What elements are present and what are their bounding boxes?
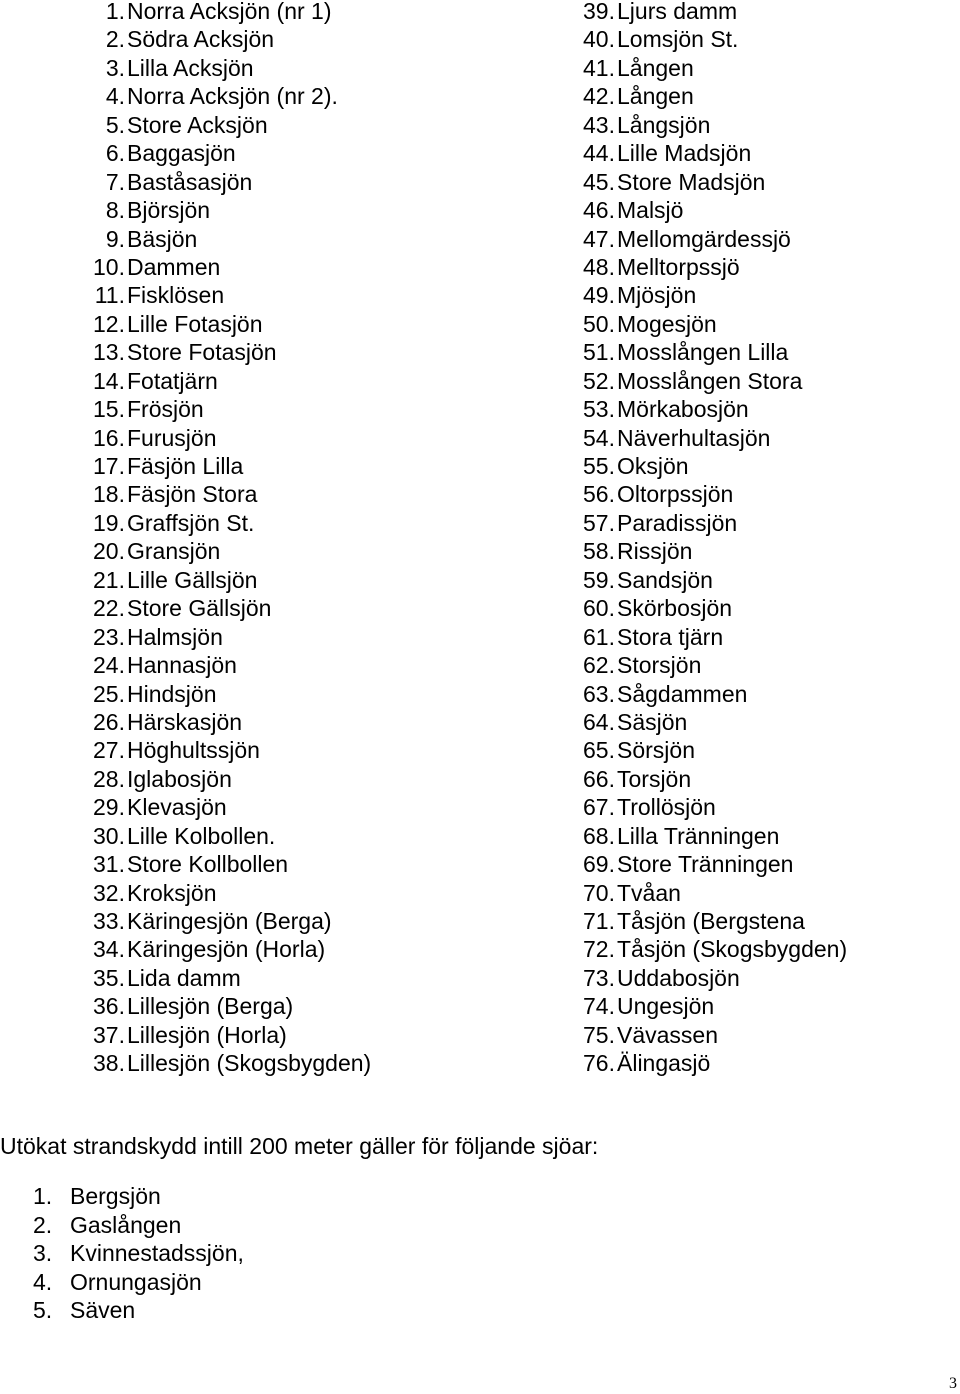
lake-name: Torsjön	[617, 765, 692, 792]
list-item	[88, 480, 371, 508]
item-number: 73.	[583, 964, 615, 991]
list-item	[88, 879, 371, 907]
list-item	[578, 651, 847, 679]
extended-shore-protection-heading: Utökat strandskydd intill 200 meter gäller för följande sjöar:	[0, 1133, 599, 1159]
list-item	[88, 736, 371, 764]
lake-name: Gaslången	[70, 1211, 182, 1238]
item-number: 75.	[583, 1021, 615, 1048]
item-number: 58.	[583, 538, 615, 565]
item-number: 8.	[105, 197, 125, 224]
lake-name: Baggasjön	[127, 140, 236, 167]
list-item	[88, 765, 371, 793]
item-number: 76.	[583, 1050, 615, 1077]
item-number: 57.	[583, 509, 615, 536]
lake-name: Sandsjön	[617, 566, 713, 593]
item-number: 47.	[583, 225, 615, 252]
lake-name: Malsjö	[617, 197, 684, 224]
extended-shore-protection-list	[33, 1182, 244, 1325]
item-number: 72.	[583, 936, 615, 963]
item-number: 4.	[33, 1268, 53, 1295]
list-item	[33, 1296, 244, 1325]
lake-name: Sågdammen	[617, 680, 748, 707]
list-item	[578, 395, 847, 423]
list-item	[578, 139, 847, 167]
list-item	[578, 992, 847, 1020]
item-number: 68.	[583, 822, 615, 849]
list-item	[578, 111, 847, 139]
list-item	[578, 196, 847, 224]
lake-name: Lilla Acksjön	[127, 54, 254, 81]
item-number: 9.	[105, 225, 125, 252]
item-number: 39.	[583, 0, 615, 24]
list-item	[88, 196, 371, 224]
list-item	[578, 509, 847, 537]
list-item	[578, 680, 847, 708]
item-number: 59.	[583, 566, 615, 593]
lake-name: Stora tjärn	[617, 623, 724, 650]
list-item	[578, 708, 847, 736]
list-item	[578, 54, 847, 82]
list-item	[578, 850, 847, 878]
lake-name: Furusjön	[127, 424, 217, 451]
lake-name: Hindsjön	[127, 680, 217, 707]
item-number: 41.	[583, 54, 615, 81]
lake-name: Björsjön	[127, 197, 211, 224]
lake-name: Tåsjön (Skogsbygden)	[617, 936, 848, 963]
lake-name: Paradissjön	[617, 509, 738, 536]
item-number: 22.	[93, 595, 125, 622]
list-item	[578, 537, 847, 565]
lake-name: Uddabosjön	[617, 964, 740, 991]
lake-name: Mjösjön	[617, 282, 697, 309]
list-item	[578, 367, 847, 395]
lake-name: Kvinnestadssjön,	[70, 1240, 244, 1266]
list-item	[88, 992, 371, 1020]
item-number: 64.	[583, 708, 615, 735]
list-item	[88, 139, 371, 167]
lake-name: Lille Gällsjön	[127, 566, 258, 593]
list-item	[33, 1268, 244, 1297]
list-item	[88, 935, 371, 963]
lake-name: Baståsasjön	[127, 168, 253, 195]
list-item	[33, 1239, 244, 1268]
lake-name: Härskasjön	[127, 708, 243, 735]
list-item	[578, 480, 847, 508]
lake-name: Käringesjön (Berga)	[127, 908, 332, 934]
item-number: 26.	[93, 708, 125, 735]
item-number: 35.	[93, 964, 125, 991]
list-item	[88, 623, 371, 651]
list-item	[88, 424, 371, 452]
lake-name: Dammen	[127, 253, 221, 280]
lake-name: Mellomgärdessjö	[617, 225, 791, 252]
list-item	[88, 708, 371, 736]
list-item	[578, 736, 847, 764]
list-item	[578, 793, 847, 821]
page-number: 3	[949, 1375, 957, 1392]
lake-name: Store Tränningen	[617, 851, 794, 878]
lake-name: Skörbosjön	[617, 595, 733, 622]
lake-name: Kroksjön	[127, 879, 217, 906]
item-number: 61.	[583, 623, 615, 650]
item-number: 11.	[94, 282, 125, 309]
list-item	[578, 225, 847, 253]
item-number: 14.	[93, 367, 125, 394]
item-number: 55.	[583, 453, 615, 479]
item-number: 48.	[583, 253, 615, 280]
lake-name: Fäsjön Stora	[127, 481, 258, 508]
lake-name: Graffsjön St.	[127, 509, 255, 536]
item-number: 62.	[583, 652, 615, 679]
list-item	[88, 54, 371, 82]
list-item	[88, 1049, 371, 1077]
item-number: 24.	[93, 652, 125, 679]
lake-name: Mosslången Stora	[617, 367, 803, 394]
list-item	[578, 907, 847, 935]
item-number: 52.	[583, 367, 615, 394]
lake-name: Lille Madsjön	[617, 140, 752, 167]
item-number: 71.	[583, 908, 615, 934]
item-number: 38.	[93, 1050, 125, 1077]
item-number: 17.	[93, 453, 125, 479]
item-number: 51.	[583, 339, 615, 366]
lake-name: Näverhultasjön	[617, 424, 771, 451]
item-number: 21.	[93, 566, 125, 593]
item-number: 44.	[583, 140, 615, 167]
lake-name: Bergsjön	[70, 1183, 161, 1209]
lake-name: Lilla Tränningen	[617, 822, 780, 849]
lake-name: Lomsjön St.	[617, 26, 739, 53]
item-number: 2.	[33, 1211, 53, 1238]
list-item	[88, 537, 371, 565]
item-number: 5.	[105, 111, 125, 138]
list-item	[88, 964, 371, 992]
item-number: 13.	[93, 339, 125, 366]
list-item	[578, 566, 847, 594]
list-item	[88, 793, 371, 821]
list-item	[88, 1021, 371, 1049]
lake-name: Fisklösen	[127, 282, 225, 309]
list-item	[88, 395, 371, 423]
item-number: 66.	[583, 765, 615, 792]
list-item	[578, 964, 847, 992]
list-item	[88, 850, 371, 878]
item-number: 65.	[583, 737, 615, 764]
lake-name: Ornungasjön	[70, 1268, 202, 1295]
item-number: 1.	[105, 0, 125, 24]
item-number: 27.	[93, 737, 125, 764]
item-number: 1.	[33, 1183, 53, 1209]
list-item	[578, 253, 847, 281]
lake-name: Store Kollbollen	[127, 851, 289, 878]
list-item	[578, 935, 847, 963]
item-number: 28.	[93, 765, 125, 792]
item-number: 74.	[583, 993, 615, 1020]
item-number: 3.	[105, 54, 125, 81]
item-number: 5.	[33, 1297, 53, 1323]
lake-name: Oltorpssjön	[617, 481, 734, 508]
lake-name: Mogesjön	[617, 310, 717, 337]
lake-name: Mosslången Lilla	[617, 339, 789, 366]
list-item	[88, 452, 371, 480]
lake-name: Oksjön	[617, 453, 689, 479]
lake-list-right	[578, 0, 847, 1078]
lake-name: Frösjön	[127, 396, 204, 423]
list-item	[88, 822, 371, 850]
list-item	[578, 765, 847, 793]
list-item	[578, 623, 847, 651]
item-number: 3.	[33, 1240, 53, 1266]
list-item	[88, 225, 371, 253]
lake-name: Södra Acksjön	[127, 26, 275, 53]
lake-name: Halmsjön	[127, 623, 223, 650]
lake-name: Store Acksjön	[127, 111, 268, 138]
list-item	[88, 82, 371, 110]
lake-name: Lillesjön (Skogsbygden)	[127, 1050, 372, 1077]
lake-list-left	[88, 0, 371, 1078]
item-number: 56.	[583, 481, 615, 508]
lake-name: Iglabosjön	[127, 765, 232, 792]
item-number: 70.	[583, 879, 615, 906]
list-item	[578, 1021, 847, 1049]
item-number: 30.	[93, 822, 125, 849]
item-number: 6.	[105, 140, 125, 167]
lake-name: Norra Acksjön (nr 1)	[127, 0, 332, 24]
lake-name: Långsjön	[617, 111, 711, 138]
item-number: 18.	[93, 481, 125, 508]
list-item	[88, 907, 371, 935]
lake-name: Lida damm	[127, 964, 241, 991]
list-item	[578, 822, 847, 850]
list-item	[578, 310, 847, 338]
lake-name: Lången	[617, 83, 694, 110]
lake-name: Tåsjön (Bergstena	[617, 908, 805, 934]
item-number: 15.	[93, 396, 125, 423]
list-item	[88, 253, 371, 281]
item-number: 60.	[583, 595, 615, 622]
item-number: 42.	[583, 83, 615, 110]
item-number: 63.	[583, 680, 615, 707]
lake-name: Ljurs damm	[617, 0, 738, 24]
item-number: 36.	[93, 993, 125, 1020]
item-number: 2.	[105, 26, 125, 53]
lake-name: Rissjön	[617, 538, 693, 565]
item-number: 31.	[93, 851, 125, 878]
list-item	[578, 594, 847, 622]
list-item	[88, 310, 371, 338]
item-number: 4.	[105, 83, 125, 110]
item-number: 29.	[93, 794, 125, 821]
item-number: 67.	[583, 794, 615, 821]
lake-name: Fotatjärn	[127, 367, 218, 394]
item-number: 50.	[583, 310, 615, 337]
list-item	[578, 424, 847, 452]
list-item	[88, 367, 371, 395]
list-item	[578, 338, 847, 366]
list-item	[33, 1182, 244, 1211]
list-item	[88, 168, 371, 196]
lake-name: Bäsjön	[127, 225, 198, 252]
lake-name: Ungesjön	[617, 993, 715, 1020]
lake-name: Vävassen	[617, 1021, 719, 1048]
lake-name: Lille Kolbollen.	[127, 822, 276, 849]
lake-name: Käringesjön (Horla)	[127, 936, 326, 963]
item-number: 25.	[93, 680, 125, 707]
lake-name: Trollösjön	[617, 794, 716, 821]
list-item	[578, 168, 847, 196]
lake-name: Lången	[617, 54, 694, 81]
item-number: 20.	[93, 538, 125, 565]
list-item	[88, 509, 371, 537]
item-number: 33.	[93, 908, 125, 934]
lake-name: Mörkabosjön	[617, 396, 749, 423]
list-item	[578, 452, 847, 480]
list-item	[88, 0, 371, 25]
lake-name: Hannasjön	[127, 652, 237, 679]
list-item	[88, 25, 371, 53]
lake-name: Lille Fotasjön	[127, 310, 263, 337]
item-number: 69.	[583, 851, 615, 878]
list-item	[33, 1211, 244, 1240]
lake-name: Lillesjön (Berga)	[127, 993, 294, 1020]
lake-name: Säsjön	[617, 708, 688, 735]
lake-name: Store Madsjön	[617, 168, 766, 195]
item-number: 49.	[583, 282, 615, 309]
lake-name: Klevasjön	[127, 794, 227, 821]
lake-name: Lillesjön (Horla)	[127, 1021, 287, 1048]
list-item	[578, 25, 847, 53]
list-item	[88, 566, 371, 594]
list-item	[88, 281, 371, 309]
lake-name: Höghultssjön	[127, 737, 260, 764]
list-item	[578, 82, 847, 110]
lake-name: Gransjön	[127, 538, 221, 565]
lake-name: Sörsjön	[617, 737, 695, 764]
lake-name: Melltorpssjö	[617, 253, 740, 280]
lake-name: Säven	[70, 1297, 136, 1323]
item-number: 40.	[583, 26, 615, 53]
lake-name: Storsjön	[617, 652, 702, 679]
item-number: 37.	[93, 1021, 125, 1048]
item-number: 32.	[93, 879, 125, 906]
item-number: 54.	[583, 424, 615, 451]
item-number: 12.	[93, 310, 125, 337]
item-number: 53.	[583, 396, 615, 423]
list-item	[88, 651, 371, 679]
list-item	[578, 281, 847, 309]
list-item	[88, 111, 371, 139]
list-item	[578, 879, 847, 907]
item-number: 19.	[93, 509, 125, 536]
list-item	[88, 338, 371, 366]
list-item	[578, 1049, 847, 1077]
item-number: 34.	[93, 936, 125, 963]
list-item	[88, 594, 371, 622]
lake-name: Fäsjön Lilla	[127, 453, 244, 479]
item-number: 45.	[583, 168, 615, 195]
lake-name: Store Fotasjön	[127, 339, 277, 366]
lake-name: Tvåan	[617, 879, 681, 906]
lake-name: Norra Acksjön (nr 2).	[127, 83, 338, 110]
item-number: 23.	[93, 623, 125, 650]
item-number: 16.	[93, 424, 125, 451]
item-number: 46.	[583, 197, 615, 224]
lake-name: Älingasjö	[617, 1050, 711, 1077]
list-item	[88, 680, 371, 708]
item-number: 43.	[583, 111, 615, 138]
item-number: 7.	[105, 168, 125, 195]
item-number: 10.	[93, 253, 125, 280]
lake-name: Store Gällsjön	[127, 595, 272, 622]
list-item	[578, 0, 847, 25]
